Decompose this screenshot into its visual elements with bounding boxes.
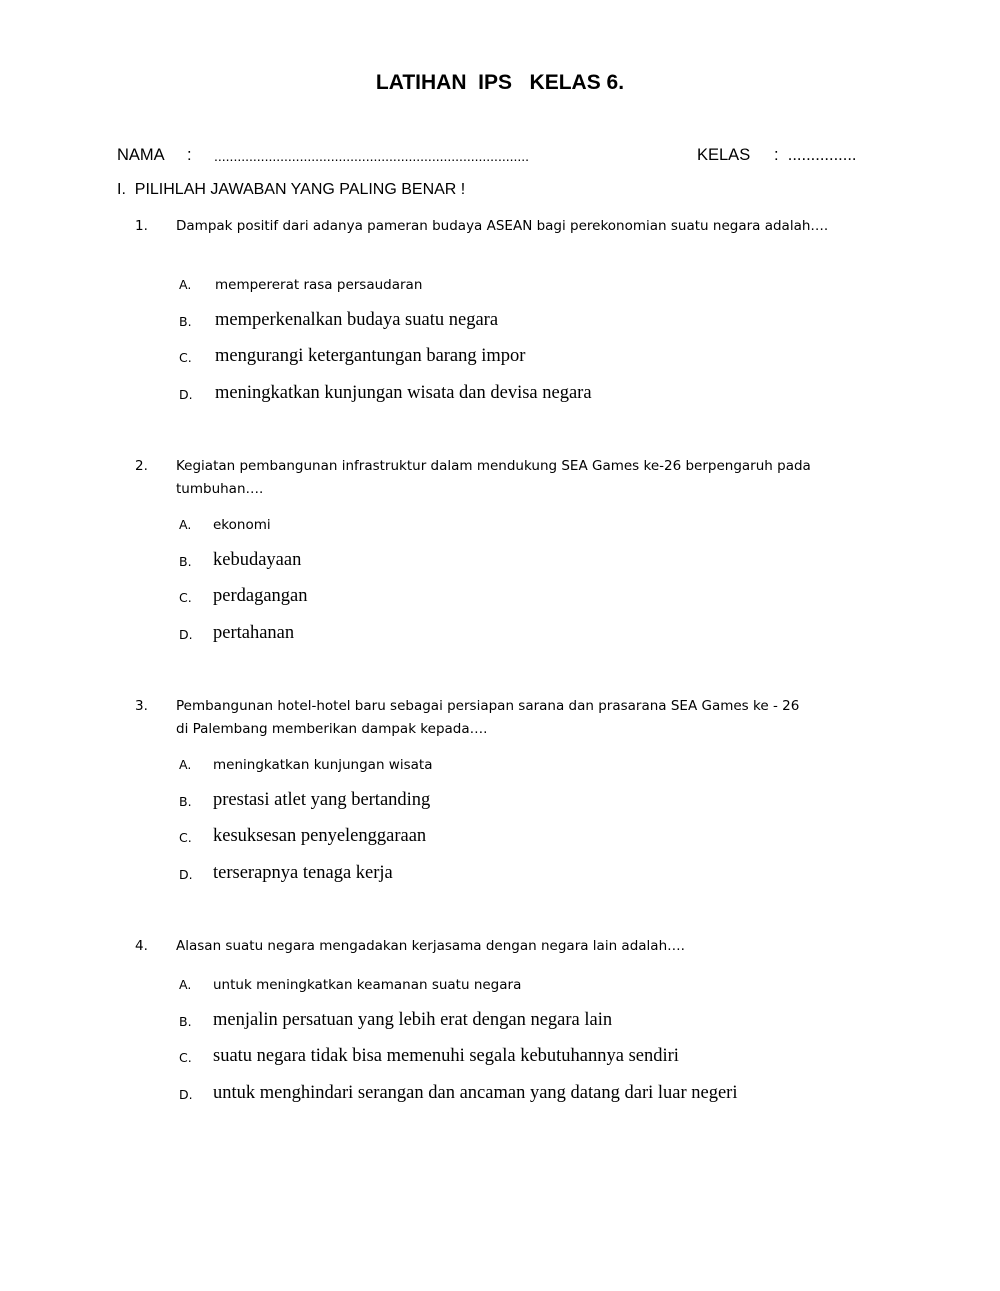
question-number: 3. [135,698,148,714]
option-text: prestasi atlet yang bertanding [213,790,431,810]
option-letter: D. [179,867,193,882]
page-title: LATIHAN IPS KELAS 6. [375,71,625,94]
option-text: meningkatkan kunjungan wisata dan devisa negara [215,383,592,403]
question-number: 1. [135,218,148,234]
question-number: 4. [135,938,148,954]
name-row [117,146,877,168]
option-letter: D. [179,1087,193,1102]
nama-label: NAMA [117,146,165,164]
option-text: kesuksesan penyelenggaraan [213,826,427,846]
question-number: 2. [135,458,148,474]
option-letter: C. [179,350,192,365]
option-text: pertahanan [213,623,295,643]
kelas-field[interactable]: : ............... [774,146,857,164]
option-text: untuk menghindari serangan dan ancaman yang datang dari luar negeri [213,1083,738,1103]
option-letter: D. [179,387,193,402]
question-text: Kegiatan pembangunan infrastruktur dalam mendukung SEA Games ke-26 berpengaruh pada tumbuhan…. [176,458,811,497]
nama-field[interactable]: ................................................................................. [214,148,530,164]
option-letter: B. [179,554,192,569]
kelas-label: KELAS [697,146,751,164]
option-letter: C. [179,830,192,845]
nama-colon: : [187,146,192,164]
option-text: ekonomi [213,517,271,533]
option-letter: B. [179,314,192,329]
option-text: terserapnya tenaga kerja [213,863,393,883]
option-letter: D. [179,627,193,642]
option-text: kebudayaan [213,550,302,570]
option-letter: A. [179,517,192,532]
option-text: menjalin persatuan yang lebih erat dengan negara lain [213,1010,613,1030]
option-letter: C. [179,590,192,605]
option-text: untuk meningkatkan keamanan suatu negara [213,977,522,993]
question-text-line-1: Pembangunan hotel-hotel baru sebagai persiapan sarana dan prasarana SEA Games ke - 26 [176,698,800,714]
question-text-line-2: di Palembang memberikan dampak kepada…. [176,721,488,737]
option-letter: B. [179,794,192,809]
question-text: Alasan suatu negara mengadakan kerjasama dengan negara lain adalah…. [176,938,685,954]
option-text: suatu negara tidak bisa memenuhi segala kebutuhannya sendiri [213,1046,679,1066]
option-text: meningkatkan kunjungan wisata [213,757,433,773]
option-text: perdagangan [213,586,308,606]
option-letter: A. [179,277,192,292]
option-text: mempererat rasa persaudaran [215,277,423,293]
option-letter: A. [179,757,192,772]
option-text: memperkenalkan budaya suatu negara [215,310,499,330]
option-letter: A. [179,977,192,992]
section-heading: I. PILIHLAH JAWABAN YANG PALING BENAR ! [117,181,466,198]
option-letter: B. [179,1014,192,1029]
option-text: mengurangi ketergantungan barang impor [215,346,526,366]
question-text: Dampak positif dari adanya pameran budaya ASEAN bagi perekonomian suatu negara adalah…. [176,218,829,234]
option-letter: C. [179,1050,192,1065]
